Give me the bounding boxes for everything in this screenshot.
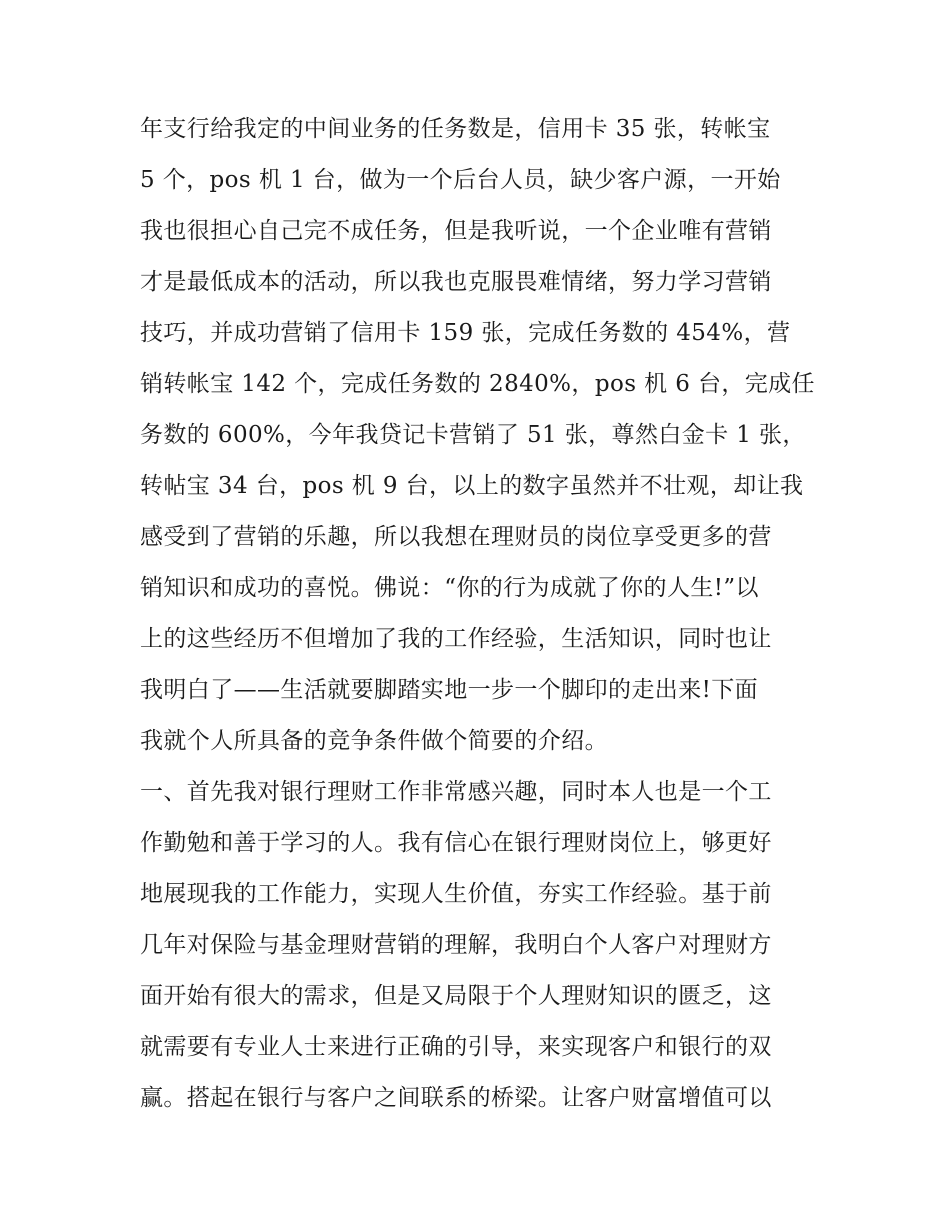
text-line: 转帖宝 34 台，pos 机 9 台，以上的数字虽然并不壮观，却让我: [140, 473, 804, 499]
text-line: 面开始有很大的需求，但是又局限于个人理财知识的匮乏，这: [140, 983, 772, 1009]
text-line: 我明白了——生活就要脚踏实地一步一个脚印的走出来!下面: [140, 677, 759, 703]
text-line: 地展现我的工作能力，实现人生价值，夯实工作经验。基于前: [140, 881, 772, 907]
text-line: 销知识和成功的喜悦。佛说：“你的行为成就了你的人生!”以: [140, 575, 759, 601]
text-line: 赢。搭起在银行与客户之间联系的桥梁。让客户财富增值可以: [140, 1085, 772, 1111]
text-line: 一、首先我对银行理财工作非常感兴趣，同时本人也是一个工: [140, 779, 772, 805]
text-line: 年支行给我定的中间业务的任务数是，信用卡 35 张，转帐宝: [140, 116, 771, 142]
text-line: 5 个，pos 机 1 台，做为一个后台人员，缺少客户源，一开始: [140, 167, 781, 193]
text-line: 务数的 600%，今年我贷记卡营销了 51 张，尊然白金卡 1 张，: [140, 422, 806, 448]
text-line: 销转帐宝 142 个，完成任务数的 2840%，pos 机 6 台，完成任: [140, 371, 815, 397]
text-line: 技巧，并成功营销了信用卡 159 张，完成任务数的 454%，营: [140, 320, 791, 346]
text-line: 上的这些经历不但增加了我的工作经验，生活知识，同时也让: [140, 626, 772, 652]
text-line: 作勤勉和善于学习的人。我有信心在银行理财岗位上，够更好: [140, 830, 772, 856]
text-line: 才是最低成本的活动，所以我也克服畏难情绪，努力学习营销: [140, 269, 772, 295]
body-text: [140, 104, 820, 1124]
text-line: 我就个人所具备的竞争条件做个简要的介绍。: [140, 728, 608, 754]
text-line: 我也很担心自己完不成任务，但是我听说，一个企业唯有营销: [140, 218, 772, 244]
text-line: 就需要有专业人士来进行正确的引导，来实现客户和银行的双: [140, 1034, 772, 1060]
text-line: 几年对保险与基金理财营销的理解，我明白个人客户对理财方: [140, 932, 772, 958]
text-line: 感受到了营销的乐趣，所以我想在理财员的岗位享受更多的营: [140, 524, 772, 550]
